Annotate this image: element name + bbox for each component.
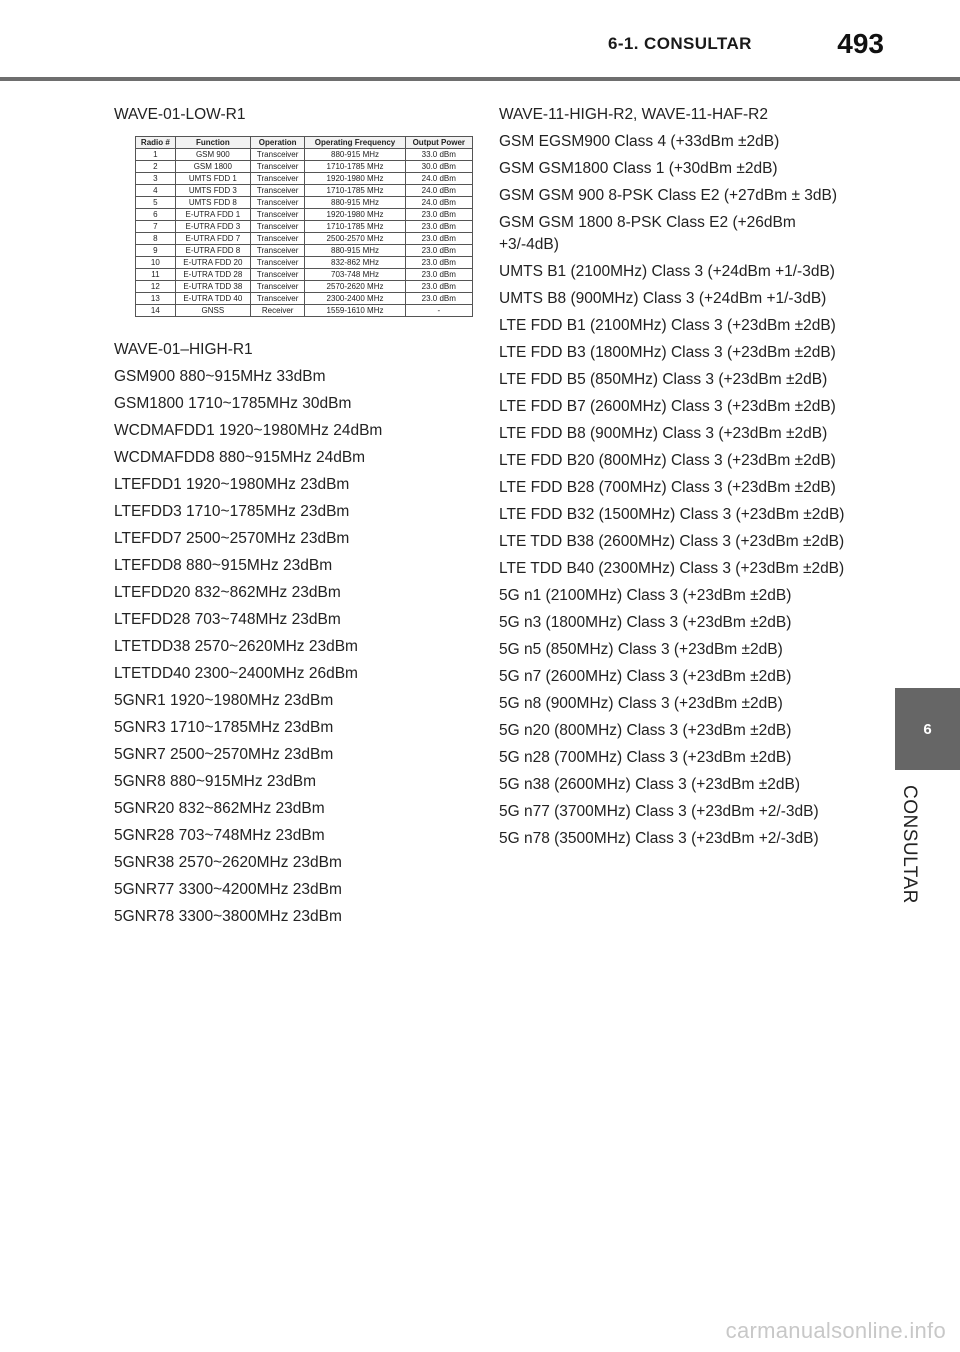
spec-line: 5GNR77 3300~4200MHz 23dBm — [114, 881, 342, 898]
spec-line: LTE FDD B32 (1500MHz) Class 3 (+23dBm ±2dB) — [499, 506, 845, 523]
spec-line: LTE TDD B40 (2300MHz) Class 3 (+23dBm ±2dB) — [499, 560, 845, 577]
table-cell: Transceiver — [250, 149, 305, 161]
table-cell: E-UTRA TDD 28 — [175, 269, 250, 281]
table-cell: 4 — [136, 185, 176, 197]
spec-line: LTEFDD1 1920~1980MHz 23dBm — [114, 476, 350, 493]
table-cell: 23.0 dBm — [405, 209, 472, 221]
radio-spec-table-container — [135, 136, 473, 317]
table-header-cell: Function — [175, 137, 250, 149]
table-cell: 24.0 dBm — [405, 185, 472, 197]
table-cell: 1920-1980 MHz — [305, 209, 405, 221]
spec-line: UMTS B8 (900MHz) Class 3 (+24dBm +1/-3dB) — [499, 290, 827, 307]
table-cell: - — [405, 305, 472, 317]
spec-line: WAVE-01–HIGH-R1 — [114, 341, 253, 358]
table-row — [136, 149, 473, 161]
spec-line: GSM GSM 900 8-PSK Class E2 (+27dBm ± 3dB) — [499, 187, 838, 204]
spec-line: UMTS B1 (2100MHz) Class 3 (+24dBm +1/-3dB) — [499, 263, 835, 280]
table-cell: 1710-1785 MHz — [305, 161, 405, 173]
section-title: 6-1. CONSULTAR — [608, 34, 752, 53]
table-cell: 23.0 dBm — [405, 257, 472, 269]
table-cell: E-UTRA TDD 40 — [175, 293, 250, 305]
spec-line: 5GNR8 880~915MHz 23dBm — [114, 773, 317, 790]
spec-line: GSM EGSM900 Class 4 (+33dBm ±2dB) — [499, 133, 780, 150]
spec-line: 5GNR28 703~748MHz 23dBm — [114, 827, 325, 844]
table-cell: UMTS FDD 8 — [175, 197, 250, 209]
table-cell: Transceiver — [250, 293, 305, 305]
table-cell: 9 — [136, 245, 176, 257]
table-cell: E-UTRA FDD 20 — [175, 257, 250, 269]
table-cell: 1710-1785 MHz — [305, 185, 405, 197]
table-cell: Receiver — [250, 305, 305, 317]
table-row — [136, 257, 473, 269]
chapter-side-label: CONSULTAR — [899, 785, 920, 904]
spec-line: LTE FDD B20 (800MHz) Class 3 (+23dBm ±2dB) — [499, 452, 836, 469]
table-cell: Transceiver — [250, 245, 305, 257]
left-spec-list — [114, 339, 484, 928]
spec-line: 5G n78 (3500MHz) Class 3 (+23dBm +2/-3dB) — [499, 830, 819, 847]
table-row — [136, 281, 473, 293]
page-number: 493 — [837, 28, 884, 59]
spec-line: LTE FDD B7 (2600MHz) Class 3 (+23dBm ±2dB) — [499, 398, 836, 415]
table-cell: 2300-2400 MHz — [305, 293, 405, 305]
spec-line: WCDMAFDD8 880~915MHz 24dBm — [114, 449, 366, 466]
table-cell: 1559-1610 MHz — [305, 305, 405, 317]
table-cell: 14 — [136, 305, 176, 317]
table-cell: 23.0 dBm — [405, 281, 472, 293]
table-cell: 13 — [136, 293, 176, 305]
spec-line: LTE FDD B28 (700MHz) Class 3 (+23dBm ±2dB) — [499, 479, 836, 496]
table-cell: 2570-2620 MHz — [305, 281, 405, 293]
table-cell: 880-915 MHz — [305, 245, 405, 257]
left-column — [114, 104, 484, 933]
table-cell: UMTS FDD 1 — [175, 173, 250, 185]
table-row — [136, 209, 473, 221]
spec-line: LTE FDD B1 (2100MHz) Class 3 (+23dBm ±2dB) — [499, 317, 836, 334]
spec-line: LTEFDD28 703~748MHz 23dBm — [114, 611, 341, 628]
table-cell: E-UTRA FDD 1 — [175, 209, 250, 221]
spec-line: LTETDD38 2570~2620MHz 23dBm — [114, 638, 358, 655]
spec-line: LTEFDD7 2500~2570MHz 23dBm — [114, 530, 350, 547]
spec-line: 5G n77 (3700MHz) Class 3 (+23dBm +2/-3dB) — [499, 803, 819, 820]
spec-line: 5G n28 (700MHz) Class 3 (+23dBm ±2dB) — [499, 749, 792, 766]
spec-line: 5GNR78 3300~3800MHz 23dBm — [114, 908, 342, 925]
spec-line: GSM GSM1800 Class 1 (+30dBm ±2dB) — [499, 160, 778, 177]
spec-line: 5G n7 (2600MHz) Class 3 (+23dBm ±2dB) — [499, 668, 792, 685]
table-row — [136, 233, 473, 245]
table-cell: 23.0 dBm — [405, 245, 472, 257]
right-spec-list — [499, 104, 849, 850]
table-cell: 10 — [136, 257, 176, 269]
spec-line: LTETDD40 2300~2400MHz 26dBm — [114, 665, 358, 682]
chapter-tab[interactable] — [895, 688, 960, 770]
table-row — [136, 197, 473, 209]
table-cell: 23.0 dBm — [405, 269, 472, 281]
spec-line: GSM GSM 1800 8-PSK Class E2 (+26dBm +3/-4dB) — [499, 214, 796, 253]
table-cell: 1710-1785 MHz — [305, 221, 405, 233]
spec-line: 5G n38 (2600MHz) Class 3 (+23dBm ±2dB) — [499, 776, 800, 793]
spec-line: 5GNR1 1920~1980MHz 23dBm — [114, 692, 334, 709]
table-cell: 11 — [136, 269, 176, 281]
table-cell: 23.0 dBm — [405, 221, 472, 233]
radio-spec-table — [135, 136, 473, 317]
table-row — [136, 245, 473, 257]
spec-line: 5GNR38 2570~2620MHz 23dBm — [114, 854, 342, 871]
table-cell: 30.0 dBm — [405, 161, 472, 173]
spec-line: WAVE-11-HIGH-R2, WAVE-11-HAF-R2 — [499, 106, 768, 123]
spec-line: GSM900 880~915MHz 33dBm — [114, 368, 326, 385]
spec-line: 5GNR3 1710~1785MHz 23dBm — [114, 719, 334, 736]
chapter-number: 6 — [923, 720, 932, 738]
spec-line: 5G n20 (800MHz) Class 3 (+23dBm ±2dB) — [499, 722, 792, 739]
spec-line: LTEFDD20 832~862MHz 23dBm — [114, 584, 341, 601]
table-cell: Transceiver — [250, 185, 305, 197]
table-cell: 6 — [136, 209, 176, 221]
table-header-cell: Radio # — [136, 137, 176, 149]
left-heading: WAVE-01-LOW-R1 — [114, 106, 246, 123]
table-cell: E-UTRA FDD 8 — [175, 245, 250, 257]
table-row — [136, 161, 473, 173]
table-cell: 880-915 MHz — [305, 197, 405, 209]
table-cell: 703-748 MHz — [305, 269, 405, 281]
table-cell: GNSS — [175, 305, 250, 317]
spec-line: LTE TDD B38 (2600MHz) Class 3 (+23dBm ±2dB) — [499, 533, 845, 550]
spec-line: 5G n8 (900MHz) Class 3 (+23dBm ±2dB) — [499, 695, 783, 712]
table-cell: 3 — [136, 173, 176, 185]
table-cell: 7 — [136, 221, 176, 233]
table-cell: 1 — [136, 149, 176, 161]
table-cell: Transceiver — [250, 173, 305, 185]
table-cell: Transceiver — [250, 197, 305, 209]
table-cell: GSM 1800 — [175, 161, 250, 173]
table-cell: Transceiver — [250, 161, 305, 173]
table-cell: Transceiver — [250, 257, 305, 269]
table-cell: GSM 900 — [175, 149, 250, 161]
table-header-cell: Operation — [250, 137, 305, 149]
watermark: carmanualsonline.info — [725, 1318, 946, 1343]
table-cell: 24.0 dBm — [405, 197, 472, 209]
spec-line: LTE FDD B8 (900MHz) Class 3 (+23dBm ±2dB) — [499, 425, 828, 442]
table-header-cell: Output Power — [405, 137, 472, 149]
table-row — [136, 173, 473, 185]
table-cell: E-UTRA TDD 38 — [175, 281, 250, 293]
table-cell: Transceiver — [250, 281, 305, 293]
spec-line: 5G n5 (850MHz) Class 3 (+23dBm ±2dB) — [499, 641, 783, 658]
table-row — [136, 293, 473, 305]
table-cell: Transceiver — [250, 233, 305, 245]
table-cell: Transceiver — [250, 221, 305, 233]
table-cell: 1920-1980 MHz — [305, 173, 405, 185]
table-cell: 832-862 MHz — [305, 257, 405, 269]
spec-line: 5GNR7 2500~2570MHz 23dBm — [114, 746, 334, 763]
table-cell: UMTS FDD 3 — [175, 185, 250, 197]
spec-line: 5GNR20 832~862MHz 23dBm — [114, 800, 325, 817]
table-body — [136, 149, 473, 317]
table-header-row — [136, 137, 473, 149]
table-cell: Transceiver — [250, 269, 305, 281]
table-cell: 33.0 dBm — [405, 149, 472, 161]
spec-line: 5G n1 (2100MHz) Class 3 (+23dBm ±2dB) — [499, 587, 792, 604]
table-cell: 880-915 MHz — [305, 149, 405, 161]
table-cell: E-UTRA FDD 7 — [175, 233, 250, 245]
header-divider — [0, 77, 960, 81]
spec-line: LTE FDD B3 (1800MHz) Class 3 (+23dBm ±2dB) — [499, 344, 836, 361]
table-cell: 12 — [136, 281, 176, 293]
table-cell: E-UTRA FDD 3 — [175, 221, 250, 233]
table-cell: 5 — [136, 197, 176, 209]
table-cell: Transceiver — [250, 209, 305, 221]
spec-line: WCDMAFDD1 1920~1980MHz 24dBm — [114, 422, 383, 439]
table-header-cell: Operating Frequency — [305, 137, 405, 149]
table-cell: 2500-2570 MHz — [305, 233, 405, 245]
spec-line: LTE FDD B5 (850MHz) Class 3 (+23dBm ±2dB) — [499, 371, 828, 388]
right-column — [499, 104, 849, 855]
spec-line: GSM1800 1710~1785MHz 30dBm — [114, 395, 352, 412]
table-cell: 23.0 dBm — [405, 233, 472, 245]
table-row — [136, 221, 473, 233]
table-row — [136, 185, 473, 197]
table-cell: 8 — [136, 233, 176, 245]
spec-line: LTEFDD8 880~915MHz 23dBm — [114, 557, 333, 574]
table-row — [136, 269, 473, 281]
spec-line: LTEFDD3 1710~1785MHz 23dBm — [114, 503, 350, 520]
table-cell: 24.0 dBm — [405, 173, 472, 185]
table-cell: 2 — [136, 161, 176, 173]
spec-line: 5G n3 (1800MHz) Class 3 (+23dBm ±2dB) — [499, 614, 792, 631]
table-cell: 23.0 dBm — [405, 293, 472, 305]
table-row — [136, 305, 473, 317]
